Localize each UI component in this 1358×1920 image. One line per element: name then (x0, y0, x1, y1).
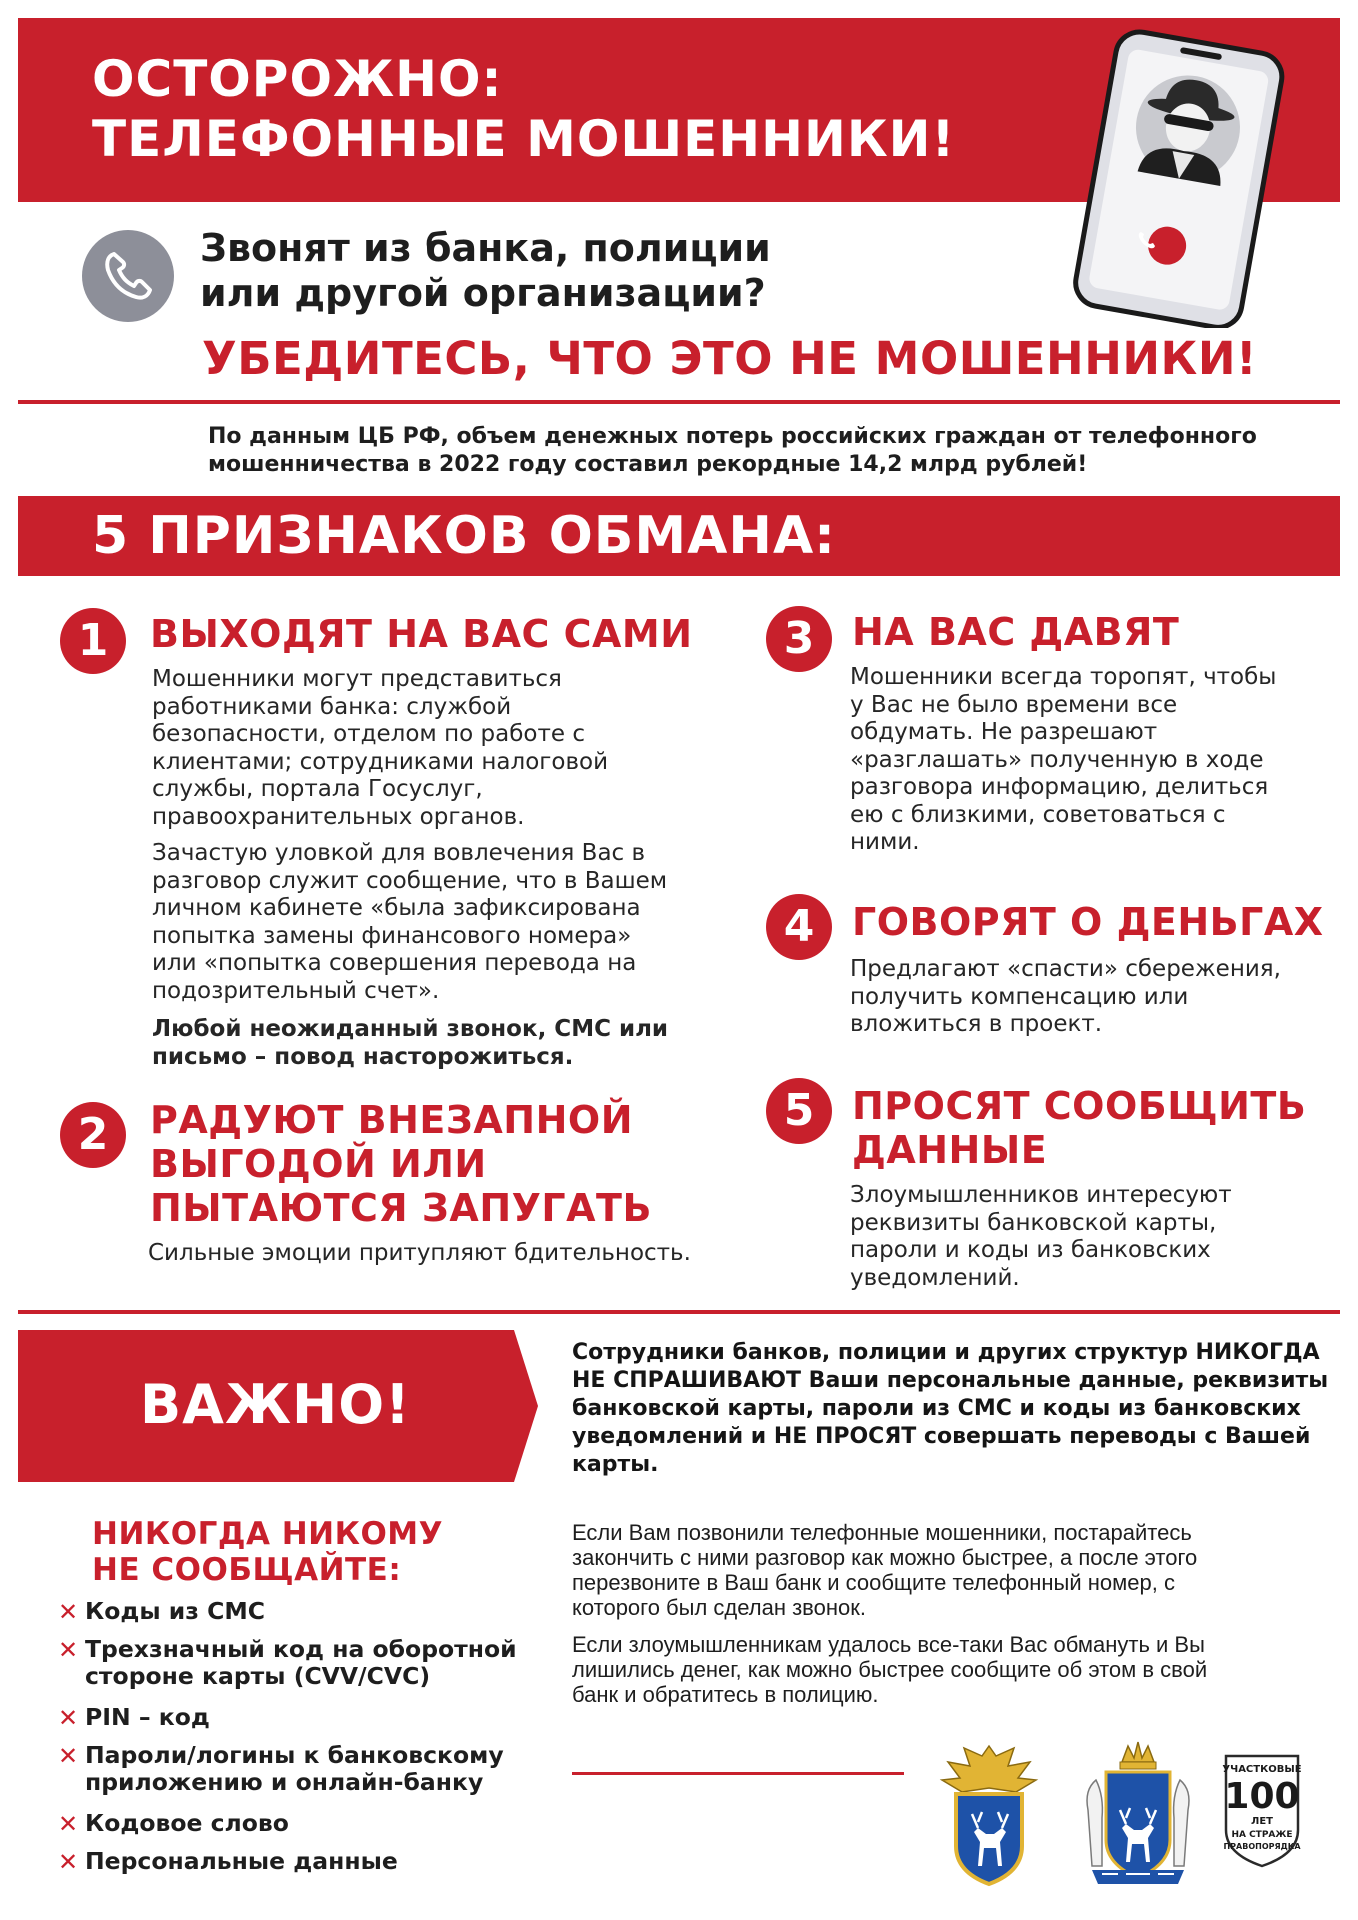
sign-3-number: 3 (766, 606, 832, 672)
hangup-icon[interactable] (1133, 224, 1163, 254)
sign-5-number: 5 (766, 1078, 832, 1144)
text-line: ними. (850, 829, 920, 855)
title-line: ВЫГОДОЙ ИЛИ (150, 1142, 487, 1186)
text-line: которого был сделан звонок. (572, 1595, 866, 1620)
text-line: безопасности, отделом по работе с (152, 721, 585, 747)
text-line: службы, портала Госуслуг, (152, 776, 483, 802)
badge-number: 100 (1224, 1776, 1300, 1817)
badge-text-3: НА СТРАЖЕ (1231, 1830, 1293, 1840)
x-icon: ✕ (58, 1742, 79, 1770)
title-line: ПРОСЯТ СООБЩИТЬ (852, 1084, 1307, 1128)
never-tell-item-3 (85, 1704, 210, 1731)
text-line: обдумать. Не разрешают (850, 719, 1158, 745)
title-line: РАДУЮТ ВНЕЗАПНОЙ (150, 1098, 633, 1142)
uchastkovye-100-badge (1220, 1750, 1304, 1868)
text-line: попытка замены финансового номера» (152, 922, 632, 949)
warning-headline: УБЕДИТЕСЬ, ЧТО ЭТО НЕ МОШЕННИКИ! (202, 332, 1257, 385)
sign-3-paragraph (850, 664, 1276, 857)
sign-1-paragraph-3 (152, 1016, 668, 1071)
stat-text: мошенничества в 2022 году составил рекордные (208, 452, 849, 477)
text-line: вложиться в проект. (850, 1011, 1103, 1037)
item-line: Персональные данные (85, 1847, 398, 1875)
title-line-1: ОСТОРОЖНО: (92, 50, 503, 108)
item-line: PIN – код (85, 1703, 210, 1731)
title-line-2: ТЕЛЕФОННЫЕ МОШЕННИКИ! (92, 110, 956, 168)
text-line: пароли и коды из банковских (850, 1237, 1211, 1263)
text-line: Сотрудники банков, полиции и других структур НИКОГДА (572, 1340, 1320, 1365)
sign-5-paragraph (850, 1182, 1232, 1292)
important-label: ВАЖНО! (140, 1373, 411, 1436)
stat-line-2 (208, 452, 1087, 477)
text-line: карты. (572, 1452, 659, 1477)
text-line: Злоумышленников интересуют (850, 1182, 1232, 1208)
sign-1-paragraph-1 (152, 666, 608, 831)
never-tell-item-4 (85, 1742, 504, 1796)
x-icon: ✕ (58, 1704, 79, 1732)
text-line: Зачастую уловкой для вовлечения Вас в (152, 840, 646, 866)
text-line: банковской карты, пароли из СМС и коды из банковских (572, 1396, 1301, 1421)
x-icon: ✕ (58, 1636, 79, 1664)
sign-2-text: Сильные эмоции притупляют бдительность. (148, 1240, 691, 1266)
never-tell-item-6 (85, 1848, 398, 1875)
divider (18, 400, 1340, 404)
text-line: или «попытка совершения перевода на (152, 950, 637, 976)
text-line: Предлагают «спасти» сбережения, (850, 956, 1281, 982)
text-line: перезвоните в Ваш банк и сообщите телефонный номер, с (572, 1570, 1175, 1595)
short-divider (572, 1772, 904, 1775)
text-line: Любой неожиданный звонок, СМС или (152, 1016, 669, 1042)
text-line: подозрительный счет». (152, 977, 440, 1004)
badge-text-4: ПРАВОПОРЯДКА (1223, 1842, 1301, 1851)
divider (18, 1310, 1340, 1314)
text-line: реквизиты банковской карты, (850, 1209, 1217, 1236)
text-line: лишились денег, как можно быстрее сообщите об этом в свой (572, 1657, 1208, 1682)
title-line: ПЫТАЮТСЯ ЗАПУГАТЬ (150, 1186, 652, 1230)
sign-2-number: 2 (60, 1102, 126, 1168)
text-line: «разглашать» полученную в ходе (850, 746, 1264, 773)
text-line: Мошенники могут представиться (152, 666, 562, 692)
never-tell-item-1 (85, 1598, 265, 1625)
text-line: уведомлений. (850, 1264, 1020, 1291)
item-line: приложению и онлайн-банку (85, 1768, 484, 1796)
x-icon: ✕ (58, 1848, 79, 1876)
text-line: ею с близкими, советоваться с (850, 801, 1226, 828)
yamal-coat-of-arms (1078, 1740, 1198, 1890)
text-line: банк и обратитесь в полицию. (572, 1682, 879, 1707)
sign-5-title (852, 1084, 1306, 1172)
text-line: личном кабинете «была зафиксирована (152, 895, 641, 921)
question-line-2: или другой организации? (200, 271, 766, 315)
text-line: письмо – повод насторожиться. (152, 1043, 574, 1070)
never-tell-item-2 (85, 1636, 517, 1690)
text-line: закончить с ними разговор как можно быстрее, а после этого (572, 1545, 1198, 1570)
text-line: НЕ СПРАШИВАЮТ Ваши персональные данные, реквизиты (572, 1368, 1329, 1393)
sign-1-paragraph-2 (152, 840, 667, 1005)
item-line: Пароли/логины к банковскому (85, 1741, 504, 1769)
text-line: Мошенники всегда торопят, чтобы (850, 664, 1277, 690)
sign-4-paragraph (850, 956, 1281, 1039)
text-line: клиентами; сотрудниками налоговой (152, 748, 609, 775)
question-line-1: Звонят из банка, полиции (200, 226, 771, 270)
text-line: работниками банка: службой (152, 693, 512, 720)
x-icon: ✕ (58, 1598, 79, 1626)
item-line: Кодовое слово (85, 1809, 289, 1837)
item-line: стороне карты (CVV/CVC) (85, 1662, 431, 1690)
text-line: уведомлений и НЕ ПРОСЯТ совершать переводы с Вашей (572, 1424, 1311, 1449)
badge-text-2: ЛЕТ (1251, 1816, 1273, 1827)
sign-4-number: 4 (766, 894, 832, 960)
text-line: Если злоумышленникам удалось все-таки Вас обмануть и Вы (572, 1632, 1205, 1657)
sign-1-title: ВЫХОДЯТ НА ВАС САМИ (150, 612, 693, 656)
text-line: у Вас не было времени все (850, 691, 1178, 718)
sign-2-title (150, 1098, 652, 1230)
sign-3-title: НА ВАС ДАВЯТ (852, 610, 1180, 654)
text-line: разговора информацию, делиться (850, 774, 1269, 800)
sign-1-number: 1 (60, 608, 126, 674)
text-line: получить компенсацию или (850, 983, 1189, 1010)
hacker-phone-icon (1040, 28, 1310, 328)
title-line: ДАННЫЕ (852, 1128, 1048, 1172)
never-tell-title-2: НЕ СООБЩАЙТЕ: (92, 1552, 402, 1588)
badge-text-1: УЧАСТКОВЫЕ (1222, 1764, 1302, 1775)
stat-line-1: По данным ЦБ РФ, объем денежных потерь российских граждан от телефонного (208, 424, 1257, 449)
x-icon: ✕ (58, 1810, 79, 1838)
signs-title: 5 ПРИЗНАКОВ ОБМАНА: (92, 506, 836, 566)
police-emblem (934, 1738, 1044, 1888)
text-line: разговор служит сообщение, что в Вашем (152, 867, 668, 894)
phone-icon (96, 244, 160, 308)
sign-4-title: ГОВОРЯТ О ДЕНЬГАХ (852, 900, 1324, 944)
never-tell-item-5 (85, 1810, 289, 1837)
never-tell-title-1: НИКОГДА НИКОМУ (92, 1516, 444, 1552)
item-line: Коды из СМС (85, 1597, 265, 1625)
text-line: Если Вам позвонили телефонные мошенники, постарайтесь (572, 1520, 1192, 1545)
text-line: правоохранительных органов. (152, 803, 525, 830)
item-line: Трехзначный код на оборотной (85, 1635, 517, 1663)
stat-amount: 14,2 млрд рублей! (848, 452, 1088, 477)
